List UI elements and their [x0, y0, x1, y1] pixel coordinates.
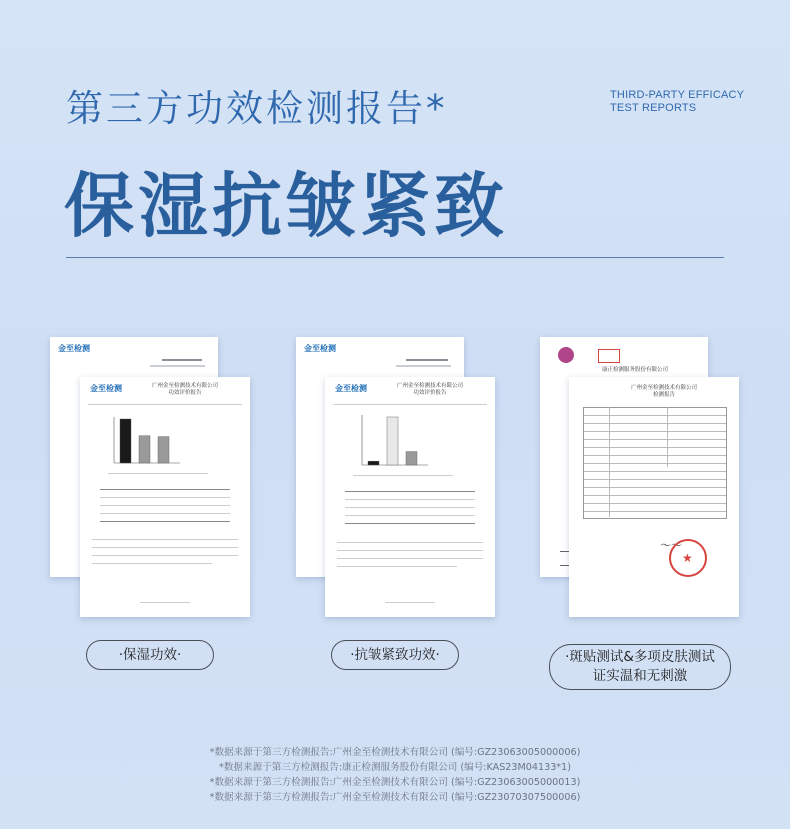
report-3-back-company: 康正检测服务股份有限公司 — [601, 367, 668, 373]
report-3-red-stamp-icon: ★ — [669, 539, 707, 577]
page-subtitle-en — [610, 89, 744, 115]
report-3-type: 检测报告 — [652, 392, 675, 398]
report-3-table-col — [609, 407, 610, 517]
report-1-company: 广州金至检测技术有限公司 — [151, 383, 218, 389]
report-1-front-page — [80, 377, 250, 617]
label-anti-wrinkle — [331, 640, 459, 670]
footnote-1: *数据来源于第三方检测报告:广州金至检测技术有限公司 (编号:GZ23063005000006) — [209, 747, 581, 758]
subtitle-en-line2: TEST REPORTS — [610, 102, 697, 114]
report-1-back-logo: 金至检测 — [58, 344, 90, 353]
report-3-front-page — [569, 377, 739, 617]
label-moisturizing-text: ·保湿功效· — [118, 646, 182, 663]
subtitle-en-line1: THIRD-PARTY EFFICACY — [610, 89, 745, 101]
page-subtitle: 第三方功效检测报告* — [66, 87, 448, 130]
label-anti-wrinkle-text: ·抗皱紧致功效· — [350, 646, 440, 663]
report-2-chart — [350, 413, 430, 469]
chart-1-bar-2 — [139, 436, 150, 463]
report-3-company: 广州金至检测技术有限公司 — [630, 385, 697, 391]
label-moisturizing — [86, 640, 214, 670]
footnote-2: *数据来源于第三方检测报告:康正检测服务股份有限公司 (编号:KAS23M04133*1) — [219, 762, 571, 773]
report-1-logo: 金至检测 — [90, 384, 122, 393]
title-divider — [66, 257, 724, 258]
report-2-front-page — [325, 377, 495, 617]
label-patch-test-line2: 证实温和无刺激 — [592, 668, 688, 684]
chart-2-bar-2 — [387, 417, 398, 465]
report-1-type: 功效评价报告 — [168, 390, 202, 396]
report-2-company: 广州金至检测技术有限公司 — [396, 383, 463, 389]
report-2-back-logo: 金至检测 — [304, 344, 336, 353]
label-patch-test — [549, 644, 731, 690]
chart-1-bar-1 — [120, 419, 131, 463]
report-3-table-col2 — [667, 407, 668, 467]
page-title: 保湿抗皱紧致 — [64, 165, 508, 247]
report-3-back-seal-icon — [558, 347, 574, 363]
footnote-3: *数据来源于第三方检测报告:广州金至检测技术有限公司 (编号:GZ23063005000013) — [209, 777, 581, 788]
chart-1-bar-3 — [158, 437, 169, 463]
report-1-chart — [102, 415, 182, 467]
report-3-signature: ～〜 — [659, 539, 681, 552]
footnote-4: *数据来源于第三方检测报告:广州金至检测技术有限公司 (编号:GZ23070307500006) — [209, 792, 581, 803]
report-2-logo: 金至检测 — [335, 384, 367, 393]
chart-2-bar-1 — [368, 461, 379, 465]
report-3-table — [583, 407, 727, 519]
footnotes — [0, 745, 790, 805]
chart-2-bar-3 — [406, 452, 417, 465]
label-patch-test-line1: ·斑贴测试&多项皮肤测试 — [565, 649, 715, 665]
report-2-type: 功效评价报告 — [413, 390, 447, 396]
report-3-back-ma-icon — [598, 349, 620, 363]
